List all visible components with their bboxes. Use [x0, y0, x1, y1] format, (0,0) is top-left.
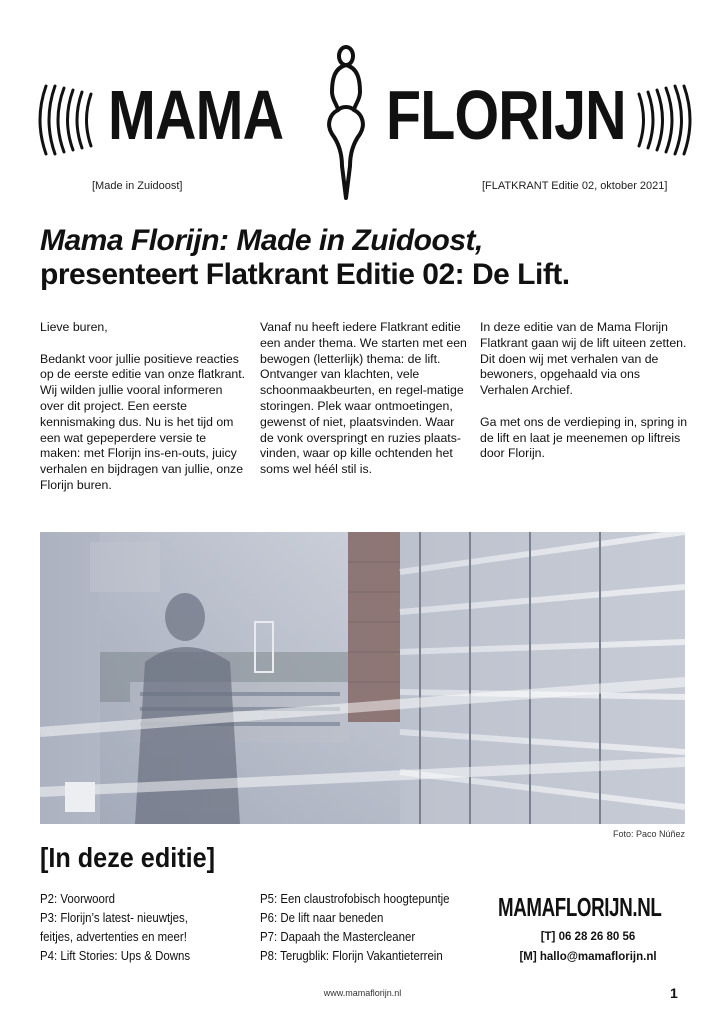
headline [40, 224, 700, 292]
elevator-photo [40, 532, 685, 824]
body-column-2 [260, 320, 468, 494]
paragraph: Ga met ons de verdieping in, spring in de lift en laat je meenemen op liftreis door Florijn. [480, 414, 688, 461]
edition-label: [FLATKRANT Editie 02, oktober 2021] [482, 180, 668, 192]
paragraph: In deze editie van de Mama Florijn Flatkrant gaan wij de lift uiteen zetten. Dit doen wij met verhalen van de bewoners, opgehaald via ons Verhalen Archief. [480, 320, 687, 398]
tagline: [Made in Zuidoost] [92, 180, 183, 192]
contents-title: [In deze editie] [40, 842, 216, 873]
sound-waves-right-icon [632, 82, 694, 158]
page-number: 1 [670, 985, 678, 1001]
body-column-1 [40, 320, 248, 510]
greeting: Lieve buren, [40, 320, 108, 334]
contents-item: P8: Terugblik: Florijn Vakantieterrein [260, 948, 443, 963]
paragraph: Vanaf nu heeft iedere Flatkrant editie een ander thema. We starten met een bewogen (letterlijk) thema: de lift. Ontvanger van klachten, vele schoonmaakbeurten, en regel-matige storingen. Plek waar ontmoetingen, gewenst of niet, plaatsvinden. Waar de vonk overspringt en ruzies plaats-vinden, waar op kille ochtenden het soms wel héél stil is. [260, 320, 467, 477]
headline-line-2: presenteert Flatkrant Editie 02: De Lift. [40, 258, 570, 291]
mama-figure-logo-icon [318, 42, 374, 202]
masthead [0, 30, 725, 200]
contents-item: P3: Florijn’s latest- nieuwtjes, [40, 910, 188, 925]
email-address: [M] hallo@mamaflorijn.nl [519, 951, 657, 963]
brand-mama: MAMA [108, 76, 284, 154]
headline-line-1: Mama Florijn: Made in Zuidoost, [40, 224, 483, 257]
contents-list-middle [260, 889, 489, 965]
photo-caption: Foto: Paco Núñez [612, 829, 685, 839]
brand-florijn: FLORIJN [386, 76, 626, 154]
contents-item: P4: Lift Stories: Ups & Downs [40, 948, 191, 963]
contents-item: P2: Voorwoord [40, 891, 116, 906]
photo-illustration [40, 532, 685, 824]
phone-number: [T] 06 28 26 80 56 [540, 931, 636, 943]
paragraph: Bedankt voor jullie positieve reacties op de eerste editie van onze flatkrant. Wij wilden jullie vooral informeren over dit project. Een eerste kennismaking dus. Nu is het tijd om een wat gepeperdere versie te maken: met Florijn ins-en-outs, juicy verhalen en bijdragen van jullie, onze Florijn buren. [40, 351, 246, 492]
sound-waves-left-icon [36, 82, 98, 158]
footer-url: www.mamaflorijn.nl [323, 988, 402, 998]
contents-list-left [40, 889, 251, 965]
contents-item: P6: De lift naar beneden [260, 910, 384, 925]
contents-item: P5: Een claustrofobisch hoogtepuntje [260, 891, 450, 906]
website-heading: MAMAFLORIJN.NL [498, 892, 662, 922]
body-column-3 [480, 320, 688, 478]
contents-item: P7: Dapaah the Mastercleaner [260, 929, 416, 944]
contents-item: feitjes, advertenties en meer! [40, 929, 187, 944]
